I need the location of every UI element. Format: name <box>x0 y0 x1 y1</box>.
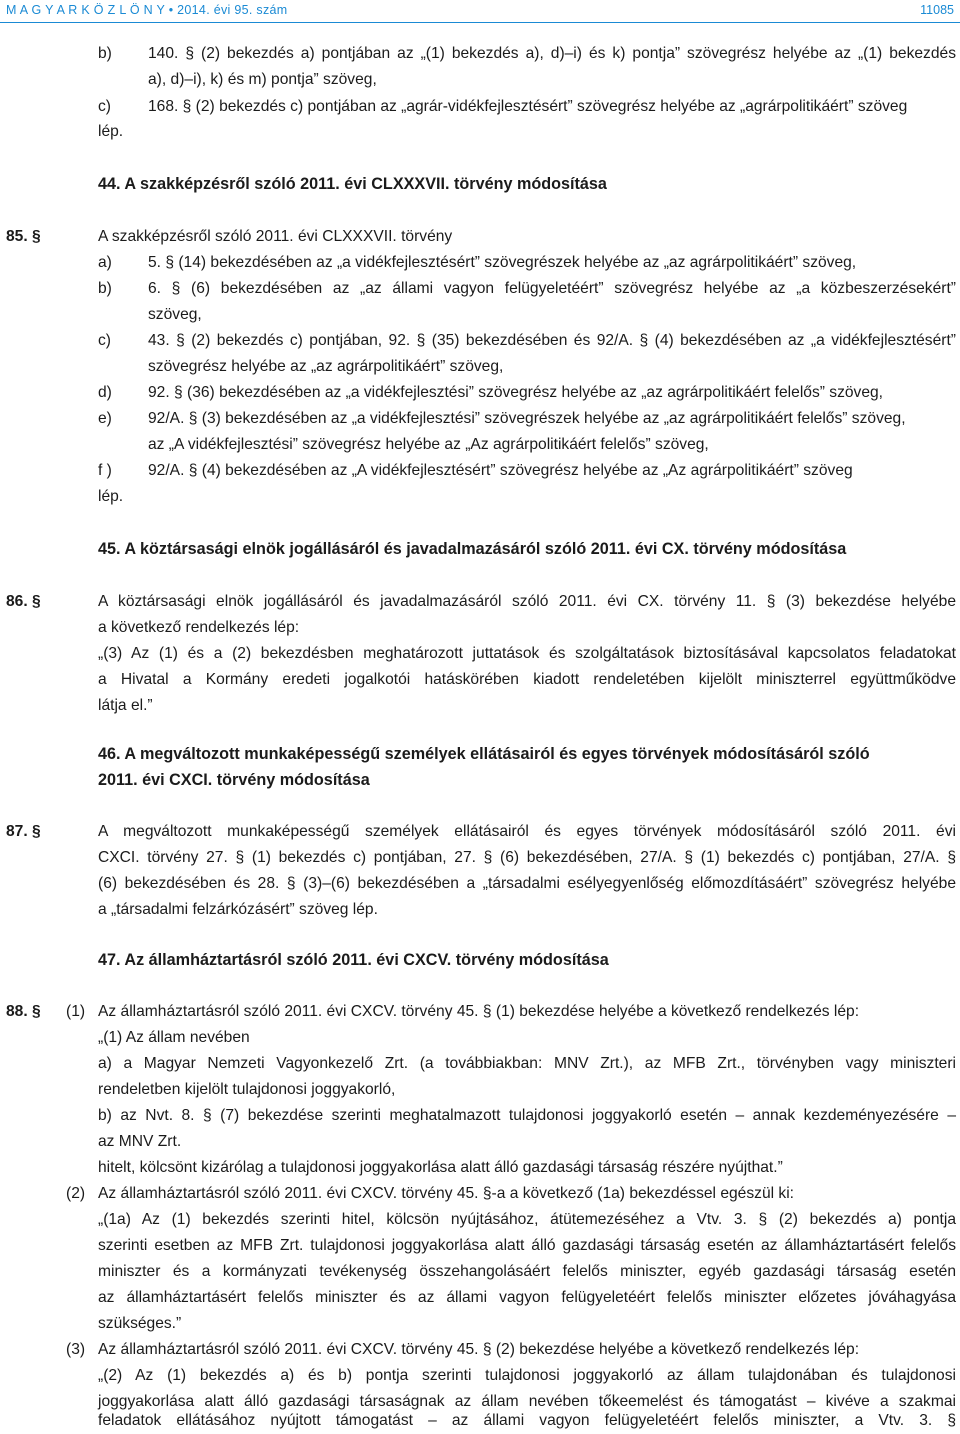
item-label: b) <box>98 280 112 297</box>
subsection-label: (3) <box>66 1341 86 1358</box>
section-heading: 47. Az államháztartásról szóló 2011. évi CXCV. törvény módosítása <box>98 951 609 969</box>
quoted-text: joggyakorlása alatt álló gazdasági társaságnak az állam nevében tőkeemelést és támogatást – kivéve a szakmai <box>98 1393 956 1410</box>
paragraph-text: A megváltozott munkaképességű személyek ellátásairól és egyes törvények módosításáról szóló 2011. évi <box>98 823 956 840</box>
paragraph-text: (6) bekezdésében és 28. § (3)–(6) bekezdésében a „társadalmi esélyegyenlőség előmozdításáért” szövegrész helyébe <box>98 875 956 892</box>
quoted-text: látja el.” <box>98 697 153 714</box>
quoted-text: hitelt, kölcsönt kizárólag a tulajdonosi joggyakorlása alatt álló gazdasági társaság részére nyújthat.” <box>98 1159 783 1176</box>
paragraph-text: Az államháztartásról szóló 2011. évi CXCV. törvény 45. § (1) bekezdése helyébe a következő rendelkezés lép: <box>98 1003 860 1020</box>
quoted-text: feladatok ellátásához nyújtott támogatást – az állami vagyon felügyeletéért felelős miniszter, a Vtv. 3. § <box>98 1412 956 1429</box>
journal-title: M A G Y A R K Ö Z L Ö N Y • 2014. évi 95. szám <box>6 3 288 17</box>
list-item: 92/A. § (3) bekezdésében az „a vidékfejlesztési” szövegrészek helyébe az „az agrárpolitikáért felelős” szöveg, <box>148 410 906 427</box>
item-label: b) <box>98 45 112 62</box>
subsection-label: (2) <box>66 1185 86 1202</box>
item-label: e) <box>98 410 112 427</box>
subsection-label: (1) <box>66 1003 86 1020</box>
quoted-text: „(3) Az (1) és a (2) bekezdésben meghatározott juttatások és szolgáltatások biztosításával kapcsolatos feladatokat <box>98 645 956 662</box>
header-rule <box>0 22 960 23</box>
item-label: c) <box>98 332 111 349</box>
paragraph-text: Az államháztartásról szóló 2011. évi CXCV. törvény 45. §-a a következő (1a) bekezdéssel egészül ki: <box>98 1185 795 1202</box>
quoted-text: „(2) Az (1) bekezdés a) és b) pontja szerinti tulajdonosi joggyakorló az állam tulajdonában és tulajdonosi <box>98 1367 956 1384</box>
paragraph-text: a következő rendelkezés lép: <box>98 619 300 636</box>
quoted-text: a Hivatal a Kormány eredeti jogalkotói hatáskörében kiadott rendeletében kijelölt miniszterrel együttműködve <box>98 671 956 688</box>
quoted-text: b) az Nvt. 8. § (7) bekezdése szerinti meghatalmazott tulajdonosi joggyakorló esetén – annak kezdeményezésére – <box>98 1107 956 1124</box>
closing-text: lép. <box>98 488 124 505</box>
paragraph-number: 88. § <box>6 1003 41 1020</box>
item-label: c) <box>98 98 111 115</box>
quoted-text: „(1a) Az (1) bekezdés szerinti hitel, kölcsön nyújtásához, átütemezéséhez a Vtv. 3. § (2) bekezdés a) pontja <box>98 1211 956 1228</box>
quoted-text: miniszter és a kormányzati tevékenység összehangolásáért felelős miniszter, egyéb gazdasági társaság esetén <box>98 1263 956 1280</box>
paragraph-text: a „társadalmi felzárkózásért” szöveg lép. <box>98 901 378 918</box>
section-heading: 46. A megváltozott munkaképességű személyek ellátásairól és egyes törvények módosításáról szóló <box>98 745 870 763</box>
section-heading: 45. A köztársasági elnök jogállásáról és javadalmazásáról szóló 2011. évi CX. törvény módosítása <box>98 540 847 558</box>
list-item: 5. § (14) bekezdésében az „a vidékfejlesztésért” szövegrészek helyébe az „az agrárpolitikáért” szöveg, <box>148 254 857 271</box>
list-item: 92. § (36) bekezdésében az „a vidékfejlesztési” szövegrész helyébe az „az agrárpolitikáért felelős” szöveg, <box>148 384 884 401</box>
list-item-cont: szöveg, <box>148 306 202 323</box>
quoted-text: szerinti esetben az MFB Zrt. tulajdonosi joggyakorlása alatt álló gazdasági társaság esetén az államháztartásért felelős <box>98 1237 956 1254</box>
paragraph-intro: A szakképzésről szóló 2011. évi CLXXXVII. törvény <box>98 228 453 245</box>
paragraph-text: Az államháztartásról szóló 2011. évi CXCV. törvény 45. § (2) bekezdése helyébe a következő rendelkezés lép: <box>98 1341 860 1358</box>
quoted-text: a) a Magyar Nemzeti Vagyonkezelő Zrt. (a továbbiakban: MNV Zrt.), az MFB Zrt., törvényben vagy miniszteri <box>98 1055 956 1072</box>
quoted-text: az MNV Zrt. <box>98 1133 182 1150</box>
list-item: 43. § (2) bekezdés c) pontjában, 92. § (35) bekezdésében és 92/A. § (4) bekezdésében az „a vidékfejlesztésért” <box>148 332 956 349</box>
paragraph-text: CXCI. törvény 27. § (1) bekezdés c) pontjában, 27. § (6) bekezdésében, 27/A. § (1) bekezdés c) pontjában, 27/A. § <box>98 849 956 866</box>
quoted-text: az államháztartásért felelős miniszter és az állami vagyon felügyeletéért felelős miniszter előzetes jóváhagyása <box>98 1289 956 1306</box>
section-heading: 44. A szakképzésről szóló 2011. évi CLXXXVII. törvény módosítása <box>98 175 607 193</box>
item-label: a) <box>98 254 112 271</box>
list-item-cont: szövegrész helyébe az „az agrárpolitikáért” szöveg, <box>148 358 504 375</box>
item-label: d) <box>98 384 112 401</box>
list-item-cont: a), d)–i), k) és m) pontja” szöveg, <box>148 71 377 88</box>
paragraph-number: 87. § <box>6 823 41 840</box>
list-item: 92/A. § (4) bekezdésében az „A vidékfejlesztésért” szövegrész helyébe az „Az agrárpolitikáért” szöveg <box>148 462 853 479</box>
page-number: 11085 <box>920 3 954 17</box>
quoted-text: „(1) Az állam nevében <box>98 1029 250 1046</box>
paragraph-number: 86. § <box>6 593 41 610</box>
item-label: f ) <box>98 462 112 479</box>
list-item: 140. § (2) bekezdés a) pontjában az „(1) bekezdés a), d)–i) és k) pontja” szövegrész helyébe az „(1) bekezdés <box>148 45 956 62</box>
list-item: 6. § (6) bekezdésében az „az állami vagyon felügyeletéért” szövegrész helyébe az „a közbeszerzésekért” <box>148 280 956 297</box>
paragraph-number: 85. § <box>6 228 41 245</box>
quoted-text: szükséges.” <box>98 1315 182 1332</box>
page-header <box>0 0 960 22</box>
list-item-cont: az „A vidékfejlesztési” szövegrész helyébe az „Az agrárpolitikáért felelős” szöveg, <box>148 436 709 453</box>
paragraph-text: A köztársasági elnök jogállásáról és javadalmazásáról szóló 2011. évi CX. törvény 11. § (3) bekezdése helyébe <box>98 593 956 610</box>
section-heading-cont: 2011. évi CXCI. törvény módosítása <box>98 771 370 789</box>
closing-text: lép. <box>98 123 124 140</box>
list-item: 168. § (2) bekezdés c) pontjában az „agrár-vidékfejlesztésért” szövegrész helyébe az „agrárpolitikáért” szöveg <box>148 98 908 115</box>
quoted-text: rendeletben kijelölt tulajdonosi joggyakorló, <box>98 1081 396 1098</box>
